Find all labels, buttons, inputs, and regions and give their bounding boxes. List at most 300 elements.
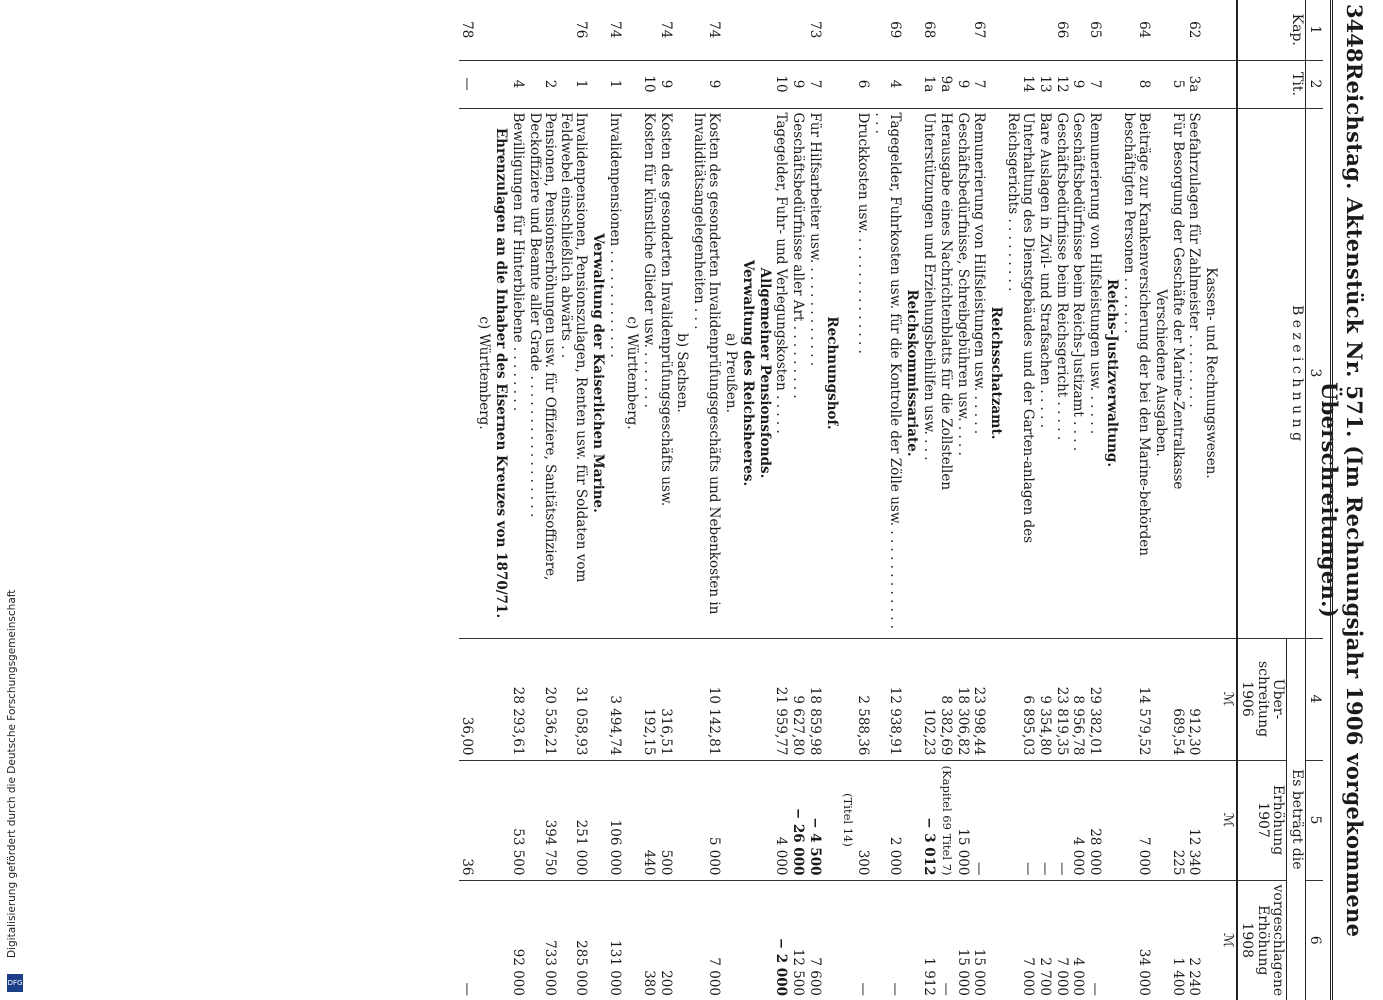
section-row (623, 0, 640, 1000)
table-row (657, 0, 674, 1000)
tit-cell: 3a (1186, 60, 1203, 108)
c6-cell (840, 880, 855, 1000)
c5-cell (1103, 760, 1120, 880)
table-row (1186, 0, 1203, 1000)
c4-cell (722, 638, 739, 760)
section-heading: Rechnungshof. (823, 108, 840, 638)
desc-cell (459, 108, 476, 638)
c5-cell (722, 760, 739, 880)
kap-cell (823, 0, 840, 60)
table-row (937, 0, 954, 1000)
kap-cell (903, 0, 920, 60)
c5-cell: (Kapitel 69 Titel 7) (937, 760, 954, 880)
desc-cell: Geschäftsbedürfnisse beim Reichs-Justizamt . . . . (1070, 108, 1087, 638)
c6-cell (722, 880, 739, 1000)
tit-cell: 9 (1070, 60, 1087, 108)
c6-cell: 15 000 (954, 880, 971, 1000)
kap-cell (492, 0, 509, 60)
section-heading: Allgemeiner Pensionsfonds. (756, 108, 773, 638)
desc-cell: Seefahrzulagen für Zahlmeister . . . . . . . . . (1186, 108, 1203, 638)
c6-cell: 92 000 (509, 880, 526, 1000)
table-row (459, 0, 476, 1000)
c6-cell: — (871, 880, 903, 1000)
desc-cell: Invalidenpensionen, Pensionszulagen, Renten usw. für Soldaten vom Feldwebel einschließlich abwärts . . (558, 108, 590, 638)
c5-cell: − 3 012 (920, 760, 937, 880)
c6-cell: 200 (657, 880, 674, 1000)
unit-c5: ℳ (1219, 760, 1237, 880)
section-heading: Reichskommissariate. (903, 108, 920, 638)
c5-cell (674, 760, 691, 880)
c6-cell: 4 000 (1070, 880, 1087, 1000)
c5-cell: 5 000 (690, 760, 722, 880)
section-heading: a) Preußen. (722, 108, 739, 638)
section-heading: Verwaltung der Kaiserlichen Marine. (589, 108, 606, 638)
desc-cell: Remunerierung von Hilfsleistungen usw. . . . . . (971, 108, 988, 638)
page-number: 3448 (1342, 4, 1367, 63)
c5-cell: 4 000 (1070, 760, 1087, 880)
section-heading: Kassen- und Rechnungswesen. (1202, 108, 1219, 638)
c6-cell: − 2 000 (773, 880, 790, 1000)
kap-cell (739, 0, 756, 60)
c4-cell (756, 638, 773, 760)
c5-cell: 36 (459, 760, 476, 880)
desc-cell: Invalidenpensionen . . . . . . . . . . . . . (606, 108, 623, 638)
section-row (722, 0, 739, 1000)
kap-cell (1070, 0, 1087, 60)
desc-cell: Geschäftsbedürfnisse beim Reichsgericht . . . . . (1053, 108, 1070, 638)
tit-cell: 9 (690, 60, 722, 108)
tit-cell: 1 (558, 60, 590, 108)
c4-cell: 102,23 (920, 638, 937, 760)
c6-cell: 7 000 (1004, 880, 1036, 1000)
c4-cell: 10 142,81 (690, 638, 722, 760)
c6-cell: — (459, 880, 476, 1000)
c6-cell (1152, 880, 1169, 1000)
c5-cell: 4 000 (773, 760, 790, 880)
page-header (1317, 0, 1375, 1000)
kap-cell: 73 (807, 21, 824, 39)
document-page (60, 0, 1383, 1000)
desc-cell: Beiträge zur Krankenversicherung der bei den Marine-behörden beschäftigten Personen . . . . . . . (1120, 108, 1152, 638)
table-row (971, 0, 988, 1000)
c4-cell (739, 638, 756, 760)
kap-cell (640, 0, 657, 60)
kap-cell: 67 (971, 21, 988, 39)
c6-cell: — (855, 880, 872, 1000)
kap-cell (855, 0, 872, 60)
desc-cell: Für Hilfsarbeiter usw. . . . . . . . . . . . . (806, 108, 823, 638)
desc-cell (840, 108, 855, 638)
c6-header: vorgeschlagene Erhöhung 1908 (1237, 880, 1287, 1000)
c5-cell (589, 760, 606, 880)
unit-row (1219, 0, 1237, 1000)
kap-cell (937, 0, 954, 60)
kap-cell (623, 0, 640, 60)
overrun-table (459, 0, 1323, 1000)
section-row (492, 0, 509, 1000)
note-row (840, 0, 855, 1000)
c6-cell: 733 000 (526, 880, 558, 1000)
tit-cell (623, 60, 640, 108)
section-row (1103, 0, 1120, 1000)
c5-cell: − 26 000 (789, 760, 806, 880)
tit-cell: 1 (606, 60, 623, 108)
desc-cell: Kosten für künstliche Glieder usw. . . . . . . . (640, 108, 657, 638)
c6-cell: — (1086, 880, 1103, 1000)
c4-cell (1103, 638, 1120, 760)
c4-cell: 18 306,82 (954, 638, 971, 760)
dfg-logo: DFG (7, 974, 23, 992)
footer-text: Digitalisierung gefördert durch die Deutsche Forschungsgemeinschaft (6, 589, 18, 958)
kap-cell (1036, 0, 1053, 60)
c5-cell: — (1004, 760, 1036, 880)
c5-cell (1202, 760, 1219, 880)
desc-cell: Tagegelder, Fuhrkosten usw. für die Kontrolle der Zölle usw. . . . . . . . . . . . . . . . (871, 108, 903, 638)
c6-cell (589, 880, 606, 1000)
tit-cell (492, 60, 509, 108)
c5-cell (823, 760, 840, 880)
section-heading: c) Württemberg. (623, 108, 640, 638)
c4-cell: 689,54 (1169, 638, 1186, 760)
desc-cell: Unterhaltung des Dienstgebäudes und der Garten-anlagen des Reichsgerichts . . . . . . . . . (1004, 108, 1036, 638)
tit-cell (722, 60, 739, 108)
kap-cell (789, 0, 806, 60)
c4-header: Über- schreitung 1906 (1237, 638, 1287, 760)
tit-cell: 9 (789, 60, 806, 108)
c4-cell (823, 638, 840, 760)
kap-cell: 69 (887, 21, 904, 39)
table-row (871, 0, 903, 1000)
tit-cell: 14 (1004, 60, 1036, 108)
c4-cell: 192,15 (640, 638, 657, 760)
kap-cell (1202, 0, 1219, 60)
c5-cell: 440 (640, 760, 657, 880)
section-row (739, 0, 756, 1000)
kap-cell (987, 0, 1004, 60)
kap-cell: 74 (607, 21, 624, 39)
c4-cell: 8 382,69 (937, 638, 954, 760)
tit-cell (756, 60, 773, 108)
c5-cell: 251 000 (558, 760, 590, 880)
desc-cell: Geschäftsbedürfnisse, Schreibgebühren usw. . . . . (954, 108, 971, 638)
tit-cell: 9 (954, 60, 971, 108)
c5-cell: — (971, 760, 988, 880)
section-row (674, 0, 691, 1000)
footer (6, 589, 24, 994)
c6-cell: 1 912 (920, 880, 937, 1000)
c5-cell: 225 (1169, 760, 1186, 880)
kap-cell (1152, 0, 1169, 60)
desc-cell: Pensionen, Pensionserhöhungen usw. für Offiziere, Sanitätsoffiziere, Deckoffiziere und Beamte aller Grade . . . . . . . . . . . . . . . . . (526, 108, 558, 638)
tit-cell (903, 60, 920, 108)
section-row (756, 0, 773, 1000)
tit-cell: 7 (1086, 60, 1103, 108)
group-header: Es beträgt die (1287, 638, 1305, 1000)
c6-cell: 15 000 (971, 880, 988, 1000)
table-row (1086, 0, 1103, 1000)
tit-cell (823, 60, 840, 108)
c4-cell: 6 895,03 (1004, 638, 1036, 760)
column-number: 3 (1305, 108, 1323, 638)
c6-cell (823, 880, 840, 1000)
c4-cell: 12 938,91 (871, 638, 903, 760)
column-number: 4 (1305, 638, 1323, 760)
c6-cell: 12 500 (789, 880, 806, 1000)
c4-cell: 23 819,35 (1053, 638, 1070, 760)
c4-cell: 18 859,98 (806, 638, 823, 760)
tit-cell (987, 60, 1004, 108)
tit-cell: 7 (806, 60, 823, 108)
table-row (855, 0, 872, 1000)
kap-cell (1103, 0, 1120, 60)
tit-cell: 4 (871, 60, 903, 108)
table-row (526, 0, 558, 1000)
c4-cell: 14 579,52 (1120, 638, 1152, 760)
table-row (954, 0, 971, 1000)
column-number: 2 (1305, 60, 1323, 108)
table-row (1169, 0, 1186, 1000)
c5-cell: — (1036, 760, 1053, 880)
c4-cell: 21 959,77 (773, 638, 790, 760)
bezeichnung-header: B e z e i c h n u n g (1237, 108, 1305, 638)
section-heading: Reichsschatzamt. (987, 108, 1004, 638)
section-row (987, 0, 1004, 1000)
c5-cell (475, 760, 492, 880)
c4-cell (987, 638, 1004, 760)
tit-cell: — (459, 60, 476, 108)
column-number: 1 (1305, 0, 1323, 60)
c5-cell: 2 000 (871, 760, 903, 880)
tit-cell (674, 60, 691, 108)
c5-cell: 28 000 (1086, 760, 1103, 880)
desc-cell: Remunerierung von Hilfsleistungen usw. . . . . . (1086, 108, 1103, 638)
c6-cell (1103, 880, 1120, 1000)
c6-cell (987, 880, 1004, 1000)
desc-cell: Herausgabe eines Nachrichtenblatts für die Zollstellen (937, 108, 954, 638)
c5-note: (Titel 14) (840, 760, 855, 880)
c6-cell: 2 700 (1036, 880, 1053, 1000)
section-heading: Verschiedene Ausgaben. (1152, 108, 1169, 638)
c6-cell: 7 000 (690, 880, 722, 1000)
c4-cell (492, 638, 509, 760)
c4-cell: 8 956,78 (1070, 638, 1087, 760)
desc-cell: Kosten des gesonderten Invalidenprüfungsgeschäfts usw. (657, 108, 674, 638)
c4-cell (623, 638, 640, 760)
kap-cell: 65 (1087, 21, 1104, 39)
kap-cell: 68 (920, 21, 937, 39)
c5-cell: 15 000 (954, 760, 971, 880)
c4-cell (903, 638, 920, 760)
c6-cell (492, 880, 509, 1000)
desc-cell: Geschäftsbedürfnisse aller Art . . . . . . . . . (789, 108, 806, 638)
kap-cell (589, 0, 606, 60)
section-heading: Verwaltung des Reichsheeres. (739, 108, 756, 638)
c4-cell: 31 058,93 (558, 638, 590, 760)
c6-cell (739, 880, 756, 1000)
kap-cell (840, 0, 855, 60)
kap-cell: 66 (1053, 21, 1070, 39)
c4-cell: 20 536,21 (526, 638, 558, 760)
c6-cell (623, 880, 640, 1000)
c6-cell: 380 (640, 880, 657, 1000)
section-row (1202, 0, 1219, 1000)
kap-cell (509, 0, 526, 60)
c4-cell (475, 638, 492, 760)
tit-cell: 12 (1053, 60, 1070, 108)
tit-cell: 2 (526, 60, 558, 108)
c4-cell: 912,30 (1186, 638, 1203, 760)
table-body (459, 0, 1220, 1000)
c5-cell (756, 760, 773, 880)
kap-cell: 62 (1186, 21, 1203, 39)
column-number: 5 (1305, 760, 1323, 880)
table-row (920, 0, 937, 1000)
tit-cell: 10 (773, 60, 790, 108)
header-rule (1330, 0, 1333, 1000)
tit-cell: 8 (1120, 60, 1152, 108)
c5-cell: 500 (657, 760, 674, 880)
c4-cell: 9 627,80 (789, 638, 806, 760)
kap-cell: 64 (1135, 21, 1152, 39)
desc-cell: Bewilligungen für Hinterbliebene . . . . . . . . (509, 108, 526, 638)
c4-cell: 9 354,80 (1036, 638, 1053, 760)
c5-cell: 53 500 (509, 760, 526, 880)
section-heading: c) Württemberg. (475, 108, 492, 638)
c6-cell: 285 000 (558, 880, 590, 1000)
c5-cell (987, 760, 1004, 880)
section-heading: Reichs-Justizverwaltung. (1103, 108, 1120, 638)
c5-cell: 300 (855, 760, 872, 880)
c4-cell (674, 638, 691, 760)
c6-cell (903, 880, 920, 1000)
c4-cell: 28 293,61 (509, 638, 526, 760)
section-row (1152, 0, 1169, 1000)
table-row (1036, 0, 1053, 1000)
section-row (589, 0, 606, 1000)
unit-c6: ℳ (1219, 880, 1237, 1000)
c6-cell: 2 240 (1186, 880, 1203, 1000)
tit-cell: 9a (937, 60, 954, 108)
desc-cell: Unterstützungen und Erziehungsbeihilfen usw. . . . (920, 108, 937, 638)
kap-cell (526, 0, 558, 60)
c6-cell: 1 400 (1169, 880, 1186, 1000)
kap-cell: 74 (657, 21, 674, 39)
column-number: 6 (1305, 880, 1323, 1000)
section-heading: Ehrenzulagen an die Inhaber des Eisernen Kreuzes von 1870/71. (492, 108, 509, 638)
desc-cell: Für Besorgung der Geschäfte der Marine-Zentralkasse (1169, 108, 1186, 638)
page-title: Reichstag. Aktenstück Nr. 571. (Im Rechnungsjahr 1906 vorgekommene Überschreitungen.) (1317, 62, 1367, 938)
table-row (1004, 0, 1036, 1000)
tit-header: Tit. (1237, 60, 1305, 108)
c5-cell: − 4 500 (806, 760, 823, 880)
section-row (823, 0, 840, 1000)
tit-cell: 1a (920, 60, 937, 108)
tit-cell: 10 (640, 60, 657, 108)
c5-header: Erhöhung 1907 (1237, 760, 1287, 880)
desc-cell: Druckkosten usw. . . . . . . . . . . . . . . (855, 108, 872, 638)
c4-cell: 23 998,44 (971, 638, 988, 760)
kap-cell: 78 (459, 21, 476, 39)
column-number-row (1305, 0, 1323, 1000)
c5-cell: 106 000 (606, 760, 623, 880)
c5-cell (739, 760, 756, 880)
tit-cell (1202, 60, 1219, 108)
c4-cell (840, 638, 855, 760)
c6-cell: 7 000 (1053, 880, 1070, 1000)
tit-cell: 5 (1169, 60, 1186, 108)
kap-header: Kap. (1237, 0, 1305, 60)
kap-cell (756, 0, 773, 60)
column-header-row (1287, 0, 1305, 1000)
kap-cell (1169, 0, 1186, 60)
table-row (690, 0, 722, 1000)
c4-cell (1152, 638, 1169, 760)
kap-cell (674, 0, 691, 60)
c6-cell (674, 880, 691, 1000)
desc-cell: Kosten des gesonderten Invalidenprüfungsgeschäfts und Nebenkosten in Invaliditätsangelegenheiten . . . (690, 108, 722, 638)
kap-cell (773, 0, 790, 60)
kap-cell (722, 0, 739, 60)
desc-cell: Tagegelder, Fuhr- und Verlegungskosten . . . . . (773, 108, 790, 638)
kap-cell (954, 0, 971, 60)
c5-cell: 12 340 (1186, 760, 1203, 880)
c6-cell (756, 880, 773, 1000)
table-row (1070, 0, 1087, 1000)
tit-cell (1103, 60, 1120, 108)
tit-cell: 4 (509, 60, 526, 108)
c5-cell (1152, 760, 1169, 880)
kap-cell (475, 0, 492, 60)
kap-cell (1004, 0, 1036, 60)
c4-cell: 29 382,01 (1086, 638, 1103, 760)
c4-cell: 3 494,74 (606, 638, 623, 760)
table-row (1120, 0, 1152, 1000)
tit-cell: 9 (657, 60, 674, 108)
tit-cell: 7 (971, 60, 988, 108)
tit-cell (589, 60, 606, 108)
kap-cell: 76 (573, 21, 590, 39)
c4-cell (1202, 638, 1219, 760)
c4-cell: 2 588,36 (855, 638, 872, 760)
c6-cell: 34 000 (1120, 880, 1152, 1000)
tit-cell (739, 60, 756, 108)
kap-cell: 74 (706, 21, 723, 39)
table-row (606, 0, 623, 1000)
tit-cell (840, 60, 855, 108)
c4-cell: 36,00 (459, 638, 476, 760)
tit-cell: 6 (855, 60, 872, 108)
desc-cell: Bare Auslagen in Zivil- und Strafsachen . . . . . (1036, 108, 1053, 638)
c6-cell (1202, 880, 1219, 1000)
section-row (903, 0, 920, 1000)
c6-cell (475, 880, 492, 1000)
table-row (640, 0, 657, 1000)
tit-cell: 13 (1036, 60, 1053, 108)
unit-c4: ℳ (1219, 638, 1237, 760)
c5-cell: 7 000 (1120, 760, 1152, 880)
c5-cell: 394 750 (526, 760, 558, 880)
c5-cell: — (1053, 760, 1070, 880)
c6-cell: — (937, 880, 954, 1000)
c5-cell (492, 760, 509, 880)
c5-cell (903, 760, 920, 880)
c6-cell: 7 600 (806, 880, 823, 1000)
c6-cell: 131 000 (606, 880, 623, 1000)
tit-cell (475, 60, 492, 108)
table-row (509, 0, 526, 1000)
table-row (1053, 0, 1070, 1000)
section-heading: b) Sachsen. (674, 108, 691, 638)
